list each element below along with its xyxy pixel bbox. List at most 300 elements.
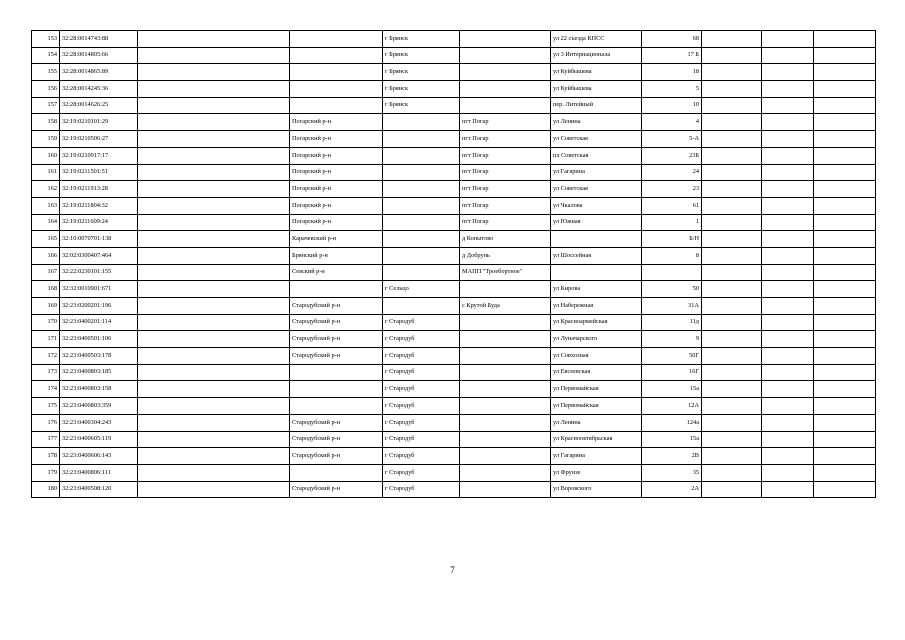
settlement-cell (460, 331, 551, 348)
extra-cell-1-cell (702, 114, 762, 131)
table-row (32, 214, 876, 231)
extra-cell-2-cell (762, 197, 814, 214)
extra-cell-3-cell (814, 348, 876, 365)
extra-cell-2-cell (762, 47, 814, 64)
city-cell: г Брянск (383, 81, 460, 98)
district-cell: Погарский р-н (290, 164, 383, 181)
city-cell: г Стародуб (383, 448, 460, 465)
blank-cell-cell (138, 164, 290, 181)
blank-cell-cell (138, 47, 290, 64)
extra-cell-1-cell (702, 31, 762, 48)
blank-cell-cell (138, 131, 290, 148)
district-cell: Стародубский р-н (290, 314, 383, 331)
settlement-cell (460, 431, 551, 448)
extra-cell-1-cell (702, 131, 762, 148)
cadastral-number-cell: 32:23:0400201:114 (60, 314, 138, 331)
register-table-body (32, 31, 876, 498)
street-cell: ул Воровского (551, 481, 642, 498)
house-number-cell: 68 (642, 31, 702, 48)
district-cell (290, 64, 383, 81)
blank-cell-cell (138, 197, 290, 214)
district-cell (290, 464, 383, 481)
extra-cell-2-cell (762, 164, 814, 181)
extra-cell-2-cell (762, 97, 814, 114)
extra-cell-2-cell (762, 247, 814, 264)
extra-cell-1-cell (702, 231, 762, 248)
street-cell: ул Луначарского (551, 331, 642, 348)
row-number-cell: 158 (32, 114, 60, 131)
extra-cell-3-cell (814, 264, 876, 281)
street-cell: ул 3 Интернационала (551, 47, 642, 64)
settlement-cell (460, 364, 551, 381)
table-row (32, 264, 876, 281)
extra-cell-1-cell (702, 431, 762, 448)
extra-cell-3-cell (814, 214, 876, 231)
cadastral-number-cell: 32:23:0400803:158 (60, 381, 138, 398)
house-number-cell: 35 (642, 464, 702, 481)
settlement-cell (460, 348, 551, 365)
extra-cell-3-cell (814, 47, 876, 64)
blank-cell-cell (138, 398, 290, 415)
settlement-cell (460, 281, 551, 298)
extra-cell-1-cell (702, 164, 762, 181)
extra-cell-2-cell (762, 414, 814, 431)
blank-cell-cell (138, 81, 290, 98)
extra-cell-1-cell (702, 197, 762, 214)
street-cell (551, 264, 642, 281)
row-number-cell: 165 (32, 231, 60, 248)
settlement-cell: пгт Погар (460, 181, 551, 198)
blank-cell-cell (138, 264, 290, 281)
row-number-cell: 167 (32, 264, 60, 281)
extra-cell-1-cell (702, 481, 762, 498)
row-number-cell: 157 (32, 97, 60, 114)
street-cell: ул Ленина (551, 414, 642, 431)
extra-cell-3-cell (814, 247, 876, 264)
house-number-cell: 15а (642, 431, 702, 448)
cadastral-number-cell: 32:28:0014743:88 (60, 31, 138, 48)
city-cell: г Стародуб (383, 364, 460, 381)
extra-cell-2-cell (762, 181, 814, 198)
settlement-cell (460, 64, 551, 81)
table-row (32, 448, 876, 465)
row-number-cell: 174 (32, 381, 60, 398)
house-number-cell: 18 (642, 64, 702, 81)
cadastral-number-cell: 32:28:0014245:36 (60, 81, 138, 98)
row-number-cell: 163 (32, 197, 60, 214)
row-number-cell: 156 (32, 81, 60, 98)
table-row (32, 481, 876, 498)
cadastral-number-cell: 32:23:0400803:185 (60, 364, 138, 381)
cadastral-number-cell: 32:28:0014865:89 (60, 64, 138, 81)
blank-cell-cell (138, 331, 290, 348)
extra-cell-3-cell (814, 481, 876, 498)
settlement-cell: с Крутой Буда (460, 298, 551, 315)
house-number-cell: 10 (642, 97, 702, 114)
extra-cell-1-cell (702, 464, 762, 481)
row-number-cell: 166 (32, 247, 60, 264)
settlement-cell (460, 464, 551, 481)
house-number-cell: 12А (642, 398, 702, 415)
cadastral-number-cell: 32:19:0211609:24 (60, 214, 138, 231)
blank-cell-cell (138, 431, 290, 448)
extra-cell-3-cell (814, 314, 876, 331)
cadastral-number-cell: 32:23:0400803:359 (60, 398, 138, 415)
house-number-cell (642, 264, 702, 281)
extra-cell-1-cell (702, 47, 762, 64)
house-number-cell: 2А (642, 481, 702, 498)
settlement-cell: пгт Погар (460, 147, 551, 164)
blank-cell-cell (138, 214, 290, 231)
table-row (32, 81, 876, 98)
extra-cell-1-cell (702, 97, 762, 114)
district-cell: Погарский р-н (290, 181, 383, 198)
district-cell (290, 81, 383, 98)
table-row (32, 64, 876, 81)
extra-cell-2-cell (762, 64, 814, 81)
city-cell: г Стародуб (383, 398, 460, 415)
row-number-cell: 164 (32, 214, 60, 231)
table-row (32, 331, 876, 348)
street-cell: ул Ленина (551, 114, 642, 131)
settlement-cell: пгт Погар (460, 164, 551, 181)
city-cell: г Брянск (383, 97, 460, 114)
city-cell (383, 114, 460, 131)
cadastral-number-cell: 32:19:0211913:28 (60, 181, 138, 198)
house-number-cell: 9 (642, 331, 702, 348)
city-cell: г Стародуб (383, 481, 460, 498)
city-cell: г Стародуб (383, 414, 460, 431)
district-cell: Погарский р-н (290, 114, 383, 131)
table-row (32, 431, 876, 448)
street-cell: ул Красноармейская (551, 314, 642, 331)
settlement-cell (460, 414, 551, 431)
city-cell (383, 164, 460, 181)
extra-cell-2-cell (762, 264, 814, 281)
district-cell: Стародубский р-н (290, 348, 383, 365)
house-number-cell: 50 (642, 281, 702, 298)
district-cell: Брянский р-н (290, 247, 383, 264)
table-row (32, 348, 876, 365)
settlement-cell (460, 448, 551, 465)
district-cell: Севский р-н (290, 264, 383, 281)
cadastral-number-cell: 32:19:0210917:17 (60, 147, 138, 164)
extra-cell-3-cell (814, 381, 876, 398)
street-cell: ул Гагарина (551, 448, 642, 465)
city-cell (383, 214, 460, 231)
blank-cell-cell (138, 381, 290, 398)
table-row (32, 464, 876, 481)
extra-cell-3-cell (814, 464, 876, 481)
street-cell: пер. Литейный (551, 97, 642, 114)
blank-cell-cell (138, 481, 290, 498)
city-cell: г Стародуб (383, 348, 460, 365)
house-number-cell: 4 (642, 114, 702, 131)
register-table (31, 30, 876, 498)
row-number-cell: 178 (32, 448, 60, 465)
extra-cell-1-cell (702, 64, 762, 81)
extra-cell-2-cell (762, 464, 814, 481)
cadastral-number-cell: 32:23:0400304:243 (60, 414, 138, 431)
district-cell (290, 281, 383, 298)
row-number-cell: 160 (32, 147, 60, 164)
extra-cell-3-cell (814, 281, 876, 298)
row-number-cell: 161 (32, 164, 60, 181)
row-number-cell: 154 (32, 47, 60, 64)
extra-cell-2-cell (762, 348, 814, 365)
extra-cell-1-cell (702, 181, 762, 198)
street-cell: ул Совхозная (551, 348, 642, 365)
blank-cell-cell (138, 64, 290, 81)
extra-cell-1-cell (702, 414, 762, 431)
district-cell: Погарский р-н (290, 197, 383, 214)
extra-cell-3-cell (814, 331, 876, 348)
city-cell: г Стародуб (383, 431, 460, 448)
table-row (32, 97, 876, 114)
row-number-cell: 172 (32, 348, 60, 365)
extra-cell-3-cell (814, 164, 876, 181)
street-cell: ул Первомайская (551, 398, 642, 415)
city-cell: г Брянск (383, 64, 460, 81)
house-number-cell: 50Г (642, 348, 702, 365)
blank-cell-cell (138, 31, 290, 48)
cadastral-number-cell: 32:32:0010901:671 (60, 281, 138, 298)
district-cell: Стародубский р-н (290, 481, 383, 498)
extra-cell-3-cell (814, 298, 876, 315)
row-number-cell: 180 (32, 481, 60, 498)
blank-cell-cell (138, 114, 290, 131)
table-row (32, 364, 876, 381)
row-number-cell: 171 (32, 331, 60, 348)
blank-cell-cell (138, 181, 290, 198)
house-number-cell: Б/Н (642, 231, 702, 248)
row-number-cell: 169 (32, 298, 60, 315)
city-cell: г Стародуб (383, 464, 460, 481)
cadastral-number-cell: 32:19:0211501:51 (60, 164, 138, 181)
city-cell (383, 298, 460, 315)
settlement-cell (460, 398, 551, 415)
house-number-cell: 124а (642, 414, 702, 431)
cadastral-number-cell: 32:28:0014805:66 (60, 47, 138, 64)
settlement-cell (460, 47, 551, 64)
street-cell: ул Южная (551, 214, 642, 231)
settlement-cell (460, 481, 551, 498)
extra-cell-1-cell (702, 264, 762, 281)
settlement-cell: пгт Погар (460, 197, 551, 214)
settlement-cell: МАПП "Троебортное" (460, 264, 551, 281)
city-cell (383, 264, 460, 281)
settlement-cell (460, 81, 551, 98)
blank-cell-cell (138, 247, 290, 264)
cadastral-number-cell: 32:10:0070701:138 (60, 231, 138, 248)
cadastral-number-cell: 32:23:0400503:178 (60, 348, 138, 365)
extra-cell-3-cell (814, 31, 876, 48)
street-cell: ул Евсеевская (551, 364, 642, 381)
settlement-cell (460, 314, 551, 331)
blank-cell-cell (138, 231, 290, 248)
extra-cell-2-cell (762, 31, 814, 48)
city-cell: г Стародуб (383, 331, 460, 348)
settlement-cell (460, 97, 551, 114)
extra-cell-1-cell (702, 381, 762, 398)
row-number-cell: 168 (32, 281, 60, 298)
blank-cell-cell (138, 97, 290, 114)
street-cell: ул Гагарина (551, 164, 642, 181)
extra-cell-2-cell (762, 331, 814, 348)
extra-cell-1-cell (702, 147, 762, 164)
cadastral-number-cell: 32:23:0200201:196 (60, 298, 138, 315)
street-cell: ул Чкалова (551, 197, 642, 214)
cadastral-number-cell: 32:23:0400806:111 (60, 464, 138, 481)
blank-cell-cell (138, 147, 290, 164)
street-cell: ул Первомайская (551, 381, 642, 398)
house-number-cell: 24 (642, 164, 702, 181)
city-cell: г Брянск (383, 47, 460, 64)
extra-cell-3-cell (814, 181, 876, 198)
table-row (32, 181, 876, 198)
settlement-cell: пгт Погар (460, 114, 551, 131)
cadastral-number-cell: 32:23:0400605:119 (60, 431, 138, 448)
extra-cell-2-cell (762, 231, 814, 248)
house-number-cell: 5-А (642, 131, 702, 148)
table-row (32, 231, 876, 248)
house-number-cell: 11д (642, 314, 702, 331)
cadastral-number-cell: 32:23:0400606:143 (60, 448, 138, 465)
table-row (32, 281, 876, 298)
extra-cell-3-cell (814, 231, 876, 248)
blank-cell-cell (138, 348, 290, 365)
row-number-cell: 179 (32, 464, 60, 481)
settlement-cell (460, 381, 551, 398)
street-cell: ул 22 съезда КПСС (551, 31, 642, 48)
street-cell: ул Советская (551, 181, 642, 198)
district-cell: Стародубский р-н (290, 331, 383, 348)
street-cell (551, 231, 642, 248)
extra-cell-3-cell (814, 197, 876, 214)
extra-cell-2-cell (762, 114, 814, 131)
city-cell (383, 147, 460, 164)
district-cell: Погарский р-н (290, 131, 383, 148)
district-cell: Стародубский р-н (290, 414, 383, 431)
extra-cell-2-cell (762, 364, 814, 381)
blank-cell-cell (138, 314, 290, 331)
house-number-cell: 17 Б (642, 47, 702, 64)
district-cell (290, 381, 383, 398)
settlement-cell: пгт Погар (460, 214, 551, 231)
cadastral-number-cell: 32:23:0400501:106 (60, 331, 138, 348)
extra-cell-3-cell (814, 114, 876, 131)
street-cell: ул Набережная (551, 298, 642, 315)
table-row (32, 398, 876, 415)
city-cell (383, 247, 460, 264)
table-row (32, 47, 876, 64)
house-number-cell: 23Б (642, 147, 702, 164)
extra-cell-3-cell (814, 398, 876, 415)
cadastral-number-cell: 32:23:0400508:120 (60, 481, 138, 498)
cadastral-number-cell: 32:19:0211804:32 (60, 197, 138, 214)
extra-cell-2-cell (762, 481, 814, 498)
extra-cell-2-cell (762, 131, 814, 148)
extra-cell-1-cell (702, 448, 762, 465)
row-number-cell: 159 (32, 131, 60, 148)
house-number-cell: 16Г (642, 364, 702, 381)
table-row (32, 31, 876, 48)
table-row (32, 314, 876, 331)
cadastral-number-cell: 32:22:0230101:155 (60, 264, 138, 281)
street-cell: ул Фрунзе (551, 464, 642, 481)
row-number-cell: 153 (32, 31, 60, 48)
city-cell: г Стародуб (383, 381, 460, 398)
extra-cell-2-cell (762, 214, 814, 231)
table-row (32, 114, 876, 131)
extra-cell-2-cell (762, 431, 814, 448)
city-cell (383, 131, 460, 148)
settlement-cell: пгт Погар (460, 131, 551, 148)
extra-cell-1-cell (702, 314, 762, 331)
district-cell (290, 97, 383, 114)
row-number-cell: 170 (32, 314, 60, 331)
blank-cell-cell (138, 464, 290, 481)
house-number-cell: 15а (642, 381, 702, 398)
settlement-cell: д Копытово (460, 231, 551, 248)
extra-cell-2-cell (762, 81, 814, 98)
extra-cell-3-cell (814, 364, 876, 381)
street-cell: ул Советская (551, 131, 642, 148)
extra-cell-1-cell (702, 81, 762, 98)
table-row (32, 147, 876, 164)
extra-cell-3-cell (814, 64, 876, 81)
extra-cell-1-cell (702, 298, 762, 315)
house-number-cell: 8 (642, 247, 702, 264)
extra-cell-2-cell (762, 314, 814, 331)
row-number-cell: 176 (32, 414, 60, 431)
table-row (32, 131, 876, 148)
extra-cell-1-cell (702, 281, 762, 298)
row-number-cell: 173 (32, 364, 60, 381)
district-cell: Стародубский р-н (290, 448, 383, 465)
row-number-cell: 175 (32, 398, 60, 415)
table-row (32, 164, 876, 181)
table-row (32, 247, 876, 264)
extra-cell-2-cell (762, 298, 814, 315)
city-cell (383, 181, 460, 198)
blank-cell-cell (138, 298, 290, 315)
row-number-cell: 155 (32, 64, 60, 81)
cadastral-number-cell: 32:19:0210506:27 (60, 131, 138, 148)
blank-cell-cell (138, 364, 290, 381)
district-cell: Карачевский р-н (290, 231, 383, 248)
city-cell (383, 231, 460, 248)
row-number-cell: 177 (32, 431, 60, 448)
cadastral-number-cell: 32:19:0210101:29 (60, 114, 138, 131)
city-cell (383, 197, 460, 214)
extra-cell-3-cell (814, 414, 876, 431)
table-row (32, 414, 876, 431)
row-number-cell: 162 (32, 181, 60, 198)
house-number-cell: 2В (642, 448, 702, 465)
house-number-cell: 61 (642, 197, 702, 214)
extra-cell-3-cell (814, 147, 876, 164)
district-cell (290, 398, 383, 415)
extra-cell-2-cell (762, 281, 814, 298)
extra-cell-3-cell (814, 448, 876, 465)
city-cell: г Стародуб (383, 314, 460, 331)
table-row (32, 381, 876, 398)
street-cell: пл Советская (551, 147, 642, 164)
extra-cell-3-cell (814, 97, 876, 114)
house-number-cell: 1 (642, 214, 702, 231)
extra-cell-3-cell (814, 431, 876, 448)
